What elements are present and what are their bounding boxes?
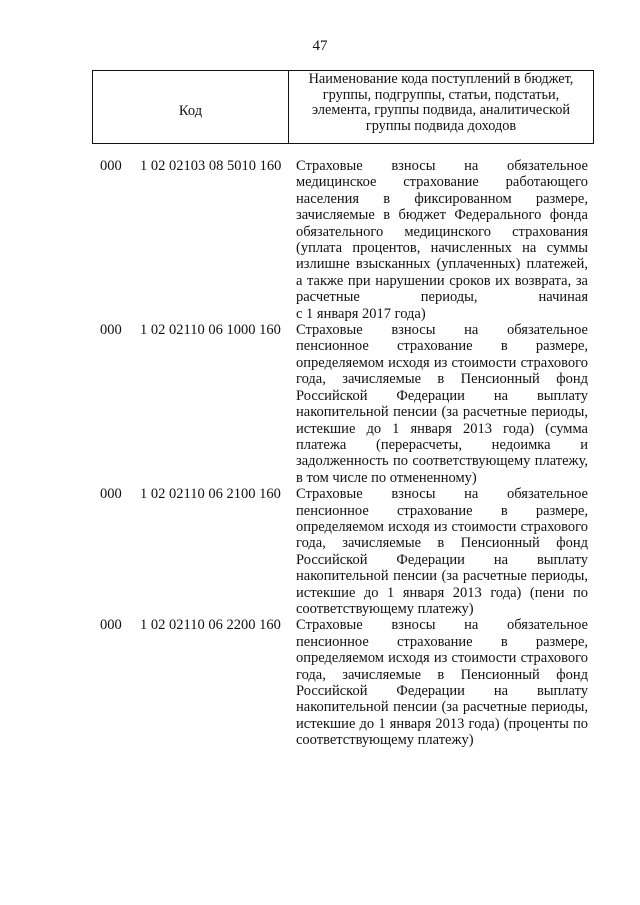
- row-description-line: накопительной пенсии (за расчетные периоды,: [296, 568, 588, 585]
- row-description-line: накопительной пенсии (за расчетные периоды,: [296, 699, 588, 716]
- row-description-line: Российской Федерации на выплату: [296, 387, 588, 404]
- table-row: [0, 158, 640, 322]
- row-description-line: Страховые взносы на обязательное: [296, 486, 588, 503]
- row-description-line: зачисляемые в бюджет Федерального фонда: [296, 207, 588, 224]
- row-description-line: а также при нарушении сроков их возврата, за: [296, 272, 588, 289]
- row-description: [296, 617, 588, 748]
- table-row: [0, 617, 640, 748]
- row-description: [296, 486, 588, 617]
- row-description-line: Российской Федерации на выплату: [296, 683, 588, 699]
- table-row: [0, 486, 640, 617]
- row-description-line: пенсионное страхование в размере,: [296, 338, 588, 355]
- row-description-line: с 1 января 2017 года): [296, 305, 426, 322]
- row-description-line: Страховые взносы на обязательное: [296, 158, 588, 174]
- header-code-label: Код: [93, 71, 289, 143]
- row-description-line: определяемом исходя из стоимости страхового: [296, 518, 588, 535]
- row-description-line: медицинское страхование работающего: [296, 174, 588, 191]
- row-admin-code: 000: [100, 617, 122, 634]
- row-description-line: задолженность по соответствующему платежу,: [296, 453, 588, 470]
- row-admin-code: 000: [100, 158, 122, 174]
- row-description-line: излишне взысканных (уплаченных) платежей,: [296, 256, 588, 273]
- row-classification-code: 1 02 02110 06 2200 160: [140, 617, 281, 634]
- row-description-line: истекшие до 1 января 2013 года) (проценты по: [296, 715, 588, 732]
- row-description-line: обязательного медицинского страхования: [296, 223, 588, 240]
- row-description-line: истекшие до 1 января 2013 года) (пени по: [296, 584, 588, 601]
- row-admin-code: 000: [100, 322, 122, 339]
- row-description: [296, 322, 588, 486]
- row-classification-code: 1 02 02110 06 1000 160: [140, 322, 281, 339]
- row-description-line: населения в фиксированном размере,: [296, 190, 588, 207]
- row-description-line: года, зачисляемые в Пенсионный фонд: [296, 666, 588, 683]
- row-admin-code: 000: [100, 486, 122, 503]
- row-description-line: истекшие до 1 января 2013 года) (сумма: [296, 420, 588, 437]
- row-description-line: пенсионное страхование в размере,: [296, 502, 588, 519]
- page-number: 47: [312, 38, 328, 54]
- row-description-line: пенсионное страхование в размере,: [296, 633, 588, 650]
- row-description-line: (уплата процентов, начисленных на суммы: [296, 240, 588, 257]
- row-description: [296, 158, 588, 322]
- row-description-line: платежа (перерасчеты, недоимка и: [296, 436, 588, 453]
- row-description-line: соответствующему платежу): [296, 600, 474, 617]
- row-description-line: накопительной пенсии (за расчетные периоды,: [296, 404, 588, 421]
- row-description-line: определяемом исходя из стоимости страхового: [296, 354, 588, 371]
- row-description-line: расчетные периоды, начиная: [296, 289, 588, 306]
- row-classification-code: 1 02 02103 08 5010 160: [140, 158, 282, 174]
- row-description-line: Российской Федерации на выплату: [296, 551, 588, 568]
- table-header: [92, 70, 594, 144]
- row-description-line: года, зачисляемые в Пенсионный фонд: [296, 535, 588, 552]
- row-description-line: соответствующему платежу): [296, 732, 474, 749]
- table-row: [0, 322, 640, 486]
- row-description-line: Страховые взносы на обязательное: [296, 617, 588, 634]
- header-name-label: Наименование кода поступлений в бюджет, группы, подгруппы, статьи, подстатьи, элемента, группы подвида, аналитической группы подвида доходов: [308, 71, 574, 134]
- row-description-line: Страховые взносы на обязательное: [296, 322, 588, 339]
- row-description-line: определяемом исходя из стоимости страхового: [296, 650, 588, 667]
- row-description-line: года, зачисляемые в Пенсионный фонд: [296, 371, 588, 388]
- row-classification-code: 1 02 02110 06 2100 160: [140, 486, 281, 503]
- row-description-line: в том числе по отмененному): [296, 469, 477, 486]
- table-body: [0, 158, 640, 749]
